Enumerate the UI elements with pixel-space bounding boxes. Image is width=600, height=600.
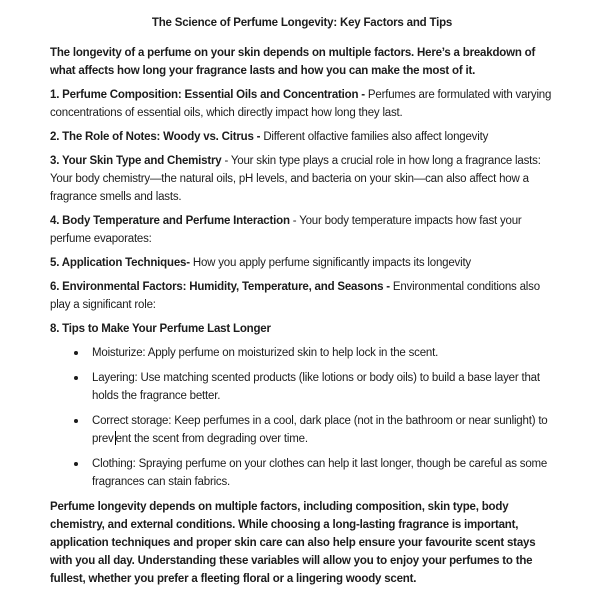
section-notes-heading[interactable]: 2. The Role of Notes: Woody vs. Citrus -: [50, 131, 264, 143]
intro-paragraph[interactable]: The longevity of a perfume on your skin depends on multiple factors. Here’s a breakdown of what affects how long your fragrance lasts and how you can make the most of it.: [50, 47, 536, 77]
section-environment-body[interactable]: Environmental conditions also play a significant role:: [50, 281, 540, 311]
tip-storage-text-before-cursor[interactable]: Correct storage: Keep perfumes in a cool, dark place (not in the bathroom or near sunlight) to prev: [92, 415, 548, 445]
tip-layering-text[interactable]: Layering: Use matching scented products (like lotions or body oils) to build a base layer that holds the fragrance better.: [92, 372, 540, 402]
tip-moisturize-text[interactable]: Moisturize: Apply perfume on moisturized skin to help lock in the scent.: [92, 347, 439, 359]
tips-list: [50, 344, 554, 491]
conclusion-paragraph[interactable]: Perfume longevity depends on multiple factors, including composition, skin type, body chemistry, and external conditions. While choosing a long-lasting fragrance is important, application techniques and proper skin care can also help ensure your favourite scent stays with you all day. Understanding these variables will allow you to enjoy your perfumes to the fullest, whether you prefer a fleeting floral or a lingering woody scent.: [50, 501, 536, 585]
section-environment[interactable]: [50, 278, 554, 314]
section-skin-chemistry-body[interactable]: - Your skin type plays a crucial role in how long a fragrance lasts: Your body chemistry—the natural oils, pH levels, and bacteria on your skin—can also affect how a fragrance smells and lasts.: [50, 155, 541, 203]
section-body-temperature[interactable]: [50, 212, 554, 248]
section-composition-body[interactable]: Perfumes are formulated with varying concentrations of essential oils, which directly impact how long they last.: [50, 89, 552, 119]
section-composition[interactable]: [50, 86, 554, 122]
section-notes-body[interactable]: Different olfactive families also affect longevity: [263, 131, 489, 143]
tip-clothing-text[interactable]: Clothing: Spraying perfume on your clothes can help it last longer, though be careful as some fragrances can stain fabrics.: [92, 458, 548, 488]
tip-layering[interactable]: [50, 369, 554, 405]
section-composition-heading[interactable]: 1. Perfume Composition: Essential Oils and Concentration -: [50, 89, 368, 101]
section-notes[interactable]: [50, 128, 554, 146]
tip-clothing[interactable]: [50, 455, 554, 491]
section-application-body[interactable]: How you apply perfume significantly impacts its longevity: [189, 257, 471, 269]
section-body-temperature-heading[interactable]: 4. Body Temperature and Perfume Interaction: [50, 215, 290, 227]
document-title[interactable]: The Science of Perfume Longevity: Key Factors and Tips: [151, 17, 453, 29]
tip-storage[interactable]: [50, 412, 554, 448]
section-skin-chemistry-heading[interactable]: 3. Your Skin Type and Chemistry: [50, 155, 222, 167]
section-body-temperature-body[interactable]: - Your body temperature impacts how fast your perfume evaporates:: [50, 215, 522, 245]
tip-moisturize[interactable]: [50, 344, 554, 362]
section-tips-heading[interactable]: [50, 320, 554, 338]
section-tips-heading-text[interactable]: 8. Tips to Make Your Perfume Last Longer: [50, 323, 271, 335]
section-skin-chemistry[interactable]: [50, 152, 554, 206]
tip-storage-text-after-cursor[interactable]: ent the scent from degrading over time.: [115, 433, 308, 445]
section-environment-heading[interactable]: 6. Environmental Factors: Humidity, Temperature, and Seasons -: [50, 281, 393, 293]
section-application-heading[interactable]: 5. Application Techniques-: [50, 257, 190, 269]
section-application[interactable]: [50, 254, 554, 272]
